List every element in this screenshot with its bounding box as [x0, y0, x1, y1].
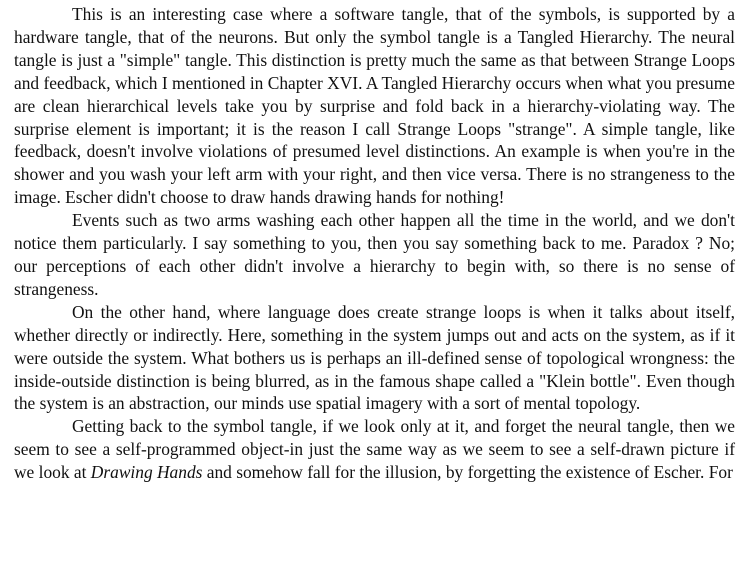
document-page: [14, 3, 735, 484]
paragraph-text-end: and somehow fall for the illusion, by forgetting the existence of Escher. For: [202, 462, 733, 483]
paragraph-language-loops: On the other hand, where language does create strange loops is when it talks about itself, whether directly or indirectly. Here, something in the system jumps out and acts on the system, as if it were outside the system. What bothers us is perhaps an ill-defined sense of topological wrongness: the inside-outside distinction is being blurred, as in the famous shape called a "Klein bottle". Even though the system is an abstraction, our minds use spatial imagery with a sort of mental topology.: [14, 301, 735, 414]
paragraph-text-start: Getting back to the symbol tangle, if we look only at it, and forget the neural tangle, then we seem to see a self-programmed object-in just the same way as we seem to see a self-drawn picture if we look at: [14, 416, 735, 483]
paragraph-two-arms: Events such as two arms washing each other happen all the time in the world, and we don't notice them particularly. I say something to you, then you say something back to me. Paradox ? No; our perceptions of each other didn't involve a hierarchy to begin with, so there is no sense of strangeness.: [14, 210, 735, 299]
artwork-title: Drawing Hands: [90, 462, 203, 483]
paragraph-tangled-hierarchy: This is an interesting case where a software tangle, that of the symbols, is supported by a hardware tangle, that of the neurons. But only the symbol tangle is a Tangled Hierarchy. The neural tangle is just a "simple" tangle. This distinction is pretty much the same as that between Strange Loops and feedback, which I mentioned in Chapter XVI. A Tangled Hierarchy occurs when what you presume are clean hierarchical levels take you by surprise and fold back in a hierarchy-violating way. The surprise element is important; it is the reason I call Strange Loops "strange". A simple tangle, like feedback, doesn't involve violations of presumed level distinctions. An example is when you're in the shower and you wash your left arm with your right, and then vice versa. There is no strangeness to the image. Escher didn't choose to draw hands drawing hands for nothing!: [14, 4, 735, 208]
paragraph-symbol-tangle: [14, 415, 735, 484]
